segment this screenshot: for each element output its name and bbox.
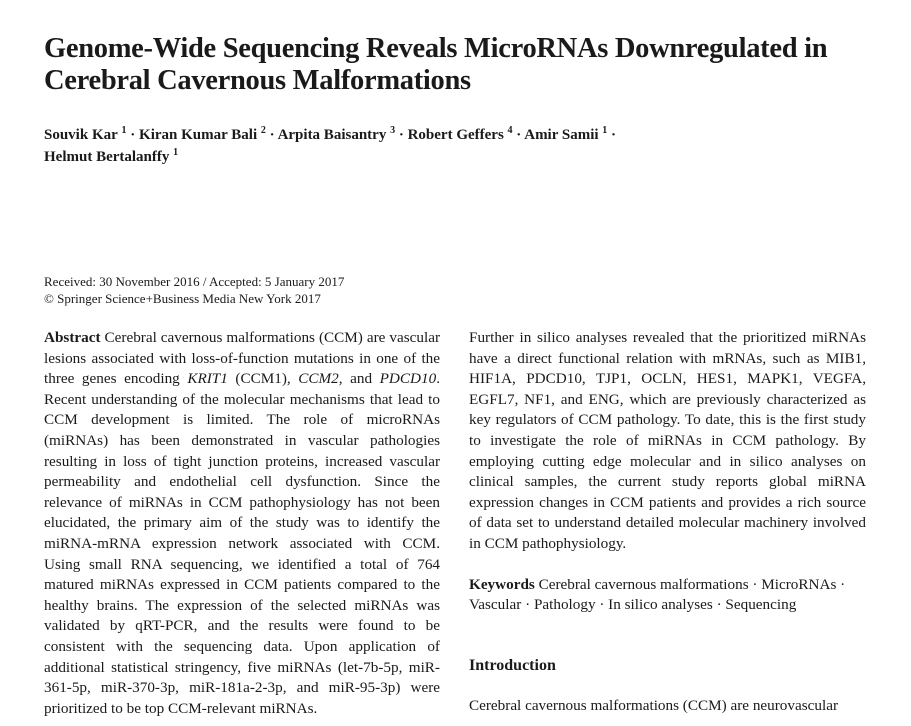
affiliation-marker: 2: [260, 125, 266, 136]
author-name[interactable]: Kiran Kumar Bali: [139, 127, 258, 143]
author-list: Souvik Kar $^1$ · Kiran Kumar Bali $^2$ · Arpita Baisantry $^3$ · Robert Geffers $^4$ · Amir Samii $^1$ · Helmut Bertalanffy $^1$: [44, 125, 617, 165]
author-name[interactable]: Arpita Baisantry: [277, 127, 387, 143]
affiliation-marker: 1: [121, 125, 127, 136]
affiliation-marker: 1: [602, 125, 608, 136]
affiliation-marker: 4: [507, 125, 513, 136]
keywords-text: Cerebral cavernous malformations · MicroRNAs · Vascular · Pathology · In silico analyses · Sequencing: [469, 575, 846, 614]
gene-name: PDCD10: [379, 370, 437, 388]
introduction-text: Cerebral cavernous malformations (CCM) are neurovascular: [469, 697, 839, 715]
gene-name: CCM2: [298, 370, 339, 388]
abstract-label: Abstract: [44, 329, 101, 346]
abstract-paragraph: Abstract Cerebral cavernous malformations (CCM) are vascular lesions associated with loss-of-function mutations in one of the three genes encoding KRIT1 (CCM1), CCM2, and PDCD10. Recent understanding of the molecular mechanisms that lead to CCM development is limited. The role of microRNAs (miRNAs) has been demonstrated in vascular pathologies resulting in loss of tight junction proteins, increased vascular permeability and endothelial cell dysfunction. Since the relevance of miRNAs in CCM pathophysiology has not been elucidated, the primary aim of the study was to identify the miRNA-mRNA expression network associated with CCM. Using small RNA sequencing, we identified a total of 764 matured miRNAs expressed in CCM patients compared to the healthy brains. The expression of the selected miRNAs was validated by qRT-PCR, and the results were found to be consistent with the sequencing data. Upon application of additional statistical stringency, five miRNAs (let-7b-5p, miR-361-5p, miR-370-3p, miR-181a-2-3p, and miR-95-3p) were prioritized to be top CCM-relevant miRNAs.: [44, 329, 440, 717]
abstract-column-left: [44, 328, 440, 719]
publication-history: [44, 273, 344, 307]
received-accepted-dates: Received: 30 November 2016 / Accepted: 5 January 2017: [44, 274, 345, 289]
abstract-continued: Further in silico analyses revealed that the prioritized miRNAs have a direct functional relation with mRNAs, such as MIB1, HIF1A, PDCD10, TJP1, OCLN, HES1, MAPK1, VEGFA, EGFL7, NF1, and ENG, which are previously characterized as key regulators of CCM pathology. To date, this is the first study to investigate the role of miRNAs in CCM pathology. By employing cutting edge molecular and in silico analyses on clinical samples, the current study reports global miRNA expression changes in CCM patients and provides a rich source of data set to understand detailed molecular machinery involved in CCM pathophysiology.: [469, 329, 866, 552]
copyright-notice: © Springer Science+Business Media New York 2017: [44, 291, 321, 306]
author-name[interactable]: Helmut Bertalanffy: [44, 149, 170, 165]
introduction-heading: Introduction: [469, 656, 556, 674]
affiliation-marker: 1: [173, 147, 179, 158]
author-name[interactable]: Souvik Kar: [44, 127, 118, 143]
paper-title: Genome-Wide Sequencing Reveals MicroRNAs Downregulated in Cerebral Cavernous Malformations: [44, 33, 828, 96]
keywords-label: Keywords: [469, 575, 535, 593]
keywords: [469, 575, 866, 616]
author-name[interactable]: Robert Geffers: [407, 127, 504, 143]
affiliation-marker: 3: [390, 125, 396, 136]
abstract-column-right: [469, 328, 866, 717]
author-name[interactable]: Amir Samii: [524, 127, 599, 143]
gene-name: KRIT1: [187, 370, 228, 388]
